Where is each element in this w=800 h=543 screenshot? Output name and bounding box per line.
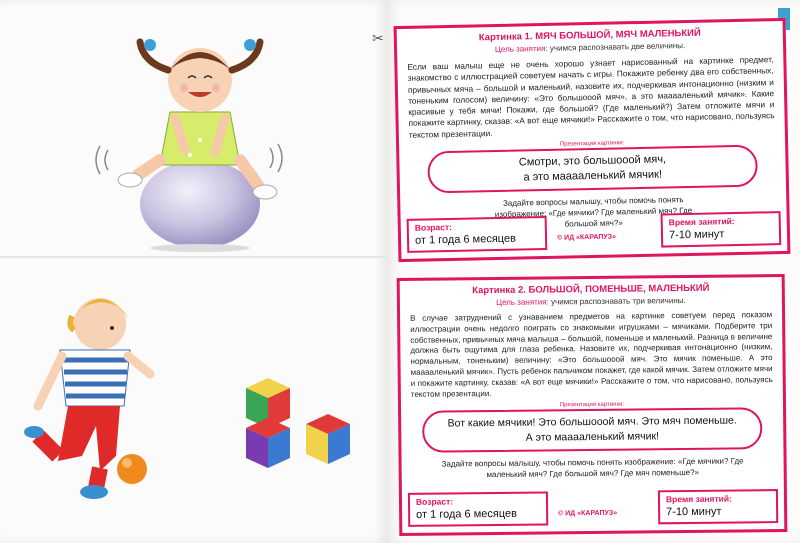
age-label: Возраст: — [415, 496, 454, 507]
card-title: Картинка 1. МЯЧ БОЛЬШОЙ, МЯЧ МАЛЕНЬКИЙ — [478, 27, 701, 44]
big-ball — [140, 160, 260, 248]
time-value: 7-10 минут — [668, 228, 725, 242]
goal-label: Цель занятия: — [496, 297, 549, 307]
age-box — [408, 491, 548, 526]
card-goal — [400, 295, 782, 308]
picture-card-1 — [394, 18, 791, 262]
card-footer — [408, 487, 778, 527]
picture-card-2 — [397, 274, 788, 536]
goal-label: Цель занятия: — [494, 43, 548, 55]
time-value: 7-10 минут — [666, 505, 722, 519]
presentation-label: Презентация картинки: — [559, 402, 625, 409]
questions-text: Задайте вопросы малышу, чтобы помочь понять изображение: «Где мячики? Где маленький мяч? Где большой мяч?» — [494, 195, 693, 229]
time-label: Время занятий: — [665, 493, 732, 505]
time-box — [658, 489, 778, 524]
presentation-label: Презентация картинки: — [559, 140, 625, 148]
questions-text: Задайте вопросы малышу, чтобы помочь понять изображение: «Где мячики? Где маленький мяч? Где большой мяч? Где мяч поменьше?» — [441, 456, 744, 480]
cube-middle — [306, 414, 350, 464]
presentation-box — [427, 145, 758, 194]
goal-text: учимся распознавать две величины. — [549, 41, 686, 53]
age-value: от 1 года 6 месяцев — [416, 507, 518, 521]
cube-bottom — [246, 418, 290, 468]
age-box — [407, 216, 548, 253]
age-label: Возраст: — [414, 221, 452, 233]
presentation-line: Вот какие мячики! Это большооой мяч. Это мяч поменьше. — [447, 414, 737, 430]
presentation-box — [422, 408, 762, 454]
presentation-line: Смотри, это большооой мяч, — [518, 153, 667, 169]
left-page — [0, 0, 388, 543]
card-title: Картинка 2. БОЛЬШОЙ, ПОМЕНЬШЕ, МАЛЕНЬКИЙ — [472, 282, 710, 297]
card-body-text: В случае затруднений с узнаванием предметов на картинке советуем перед показом иллюстрации очень недолго поиграть со знакомыми игрушками – мячиками. Подберите три собственных, привычных мяча малыша – большой, поменьше и маленький. Разница в величине должна быть ощутима для глаза ребенка. Назовите их, подчеркивая интонационно (низким, нормальным, тоненьким) величину: «Это большооой мяч. Это мячик поменьше. А это мааааленький мячик». Пусть ребенок пальчиком покажет, где какой мячик. Затем отложите мячи и покажите картинку, сказав: «А вот еще мячики!» Расскажите о том, что нарисовано, пользуясь текстом презентации. — [410, 310, 773, 399]
presentation-line: А это мааааленький мячик! — [525, 430, 660, 445]
boy-with-ball-and-cubes-illustration — [0, 256, 388, 543]
time-box — [661, 211, 782, 248]
publisher-mark: © ИД «КАРАПУЗ» — [558, 509, 618, 518]
card-body-text: Если ваш малыш еще не очень хорошо узнает нарисованный на картинке предмет, знакомство с иллюстрацией советуем начать с игры. Покажите ребенку два его собственных, привычных мяча – большой и маленький, назовите их, подчеркивая интонационно (низким и тоненьким голосом) величину: «Это большооой мяч», а это мааааленький мячик». Какие красивые у тебя мячи! Покажи, где большой? (Где маленький?) Затем отложите мячи и покажите картинку, сказав: «А вот еще мячики!» Расскажите о том, что нарисовано, пользуясь текстом презентации. — [407, 54, 775, 140]
time-label: Время занятий: — [668, 216, 735, 228]
card-footer — [407, 209, 782, 253]
scissors-icon: ✂ — [372, 30, 384, 46]
goal-text: учимся распознавать три величины. — [551, 296, 686, 307]
age-value: от 1 года 6 месяцев — [414, 232, 517, 247]
presentation-line: а это мааааленький мячик! — [523, 168, 663, 184]
girl-on-ball-illustration — [0, 0, 388, 256]
publisher-mark: © ИД «КАРАПУЗ» — [556, 233, 617, 242]
